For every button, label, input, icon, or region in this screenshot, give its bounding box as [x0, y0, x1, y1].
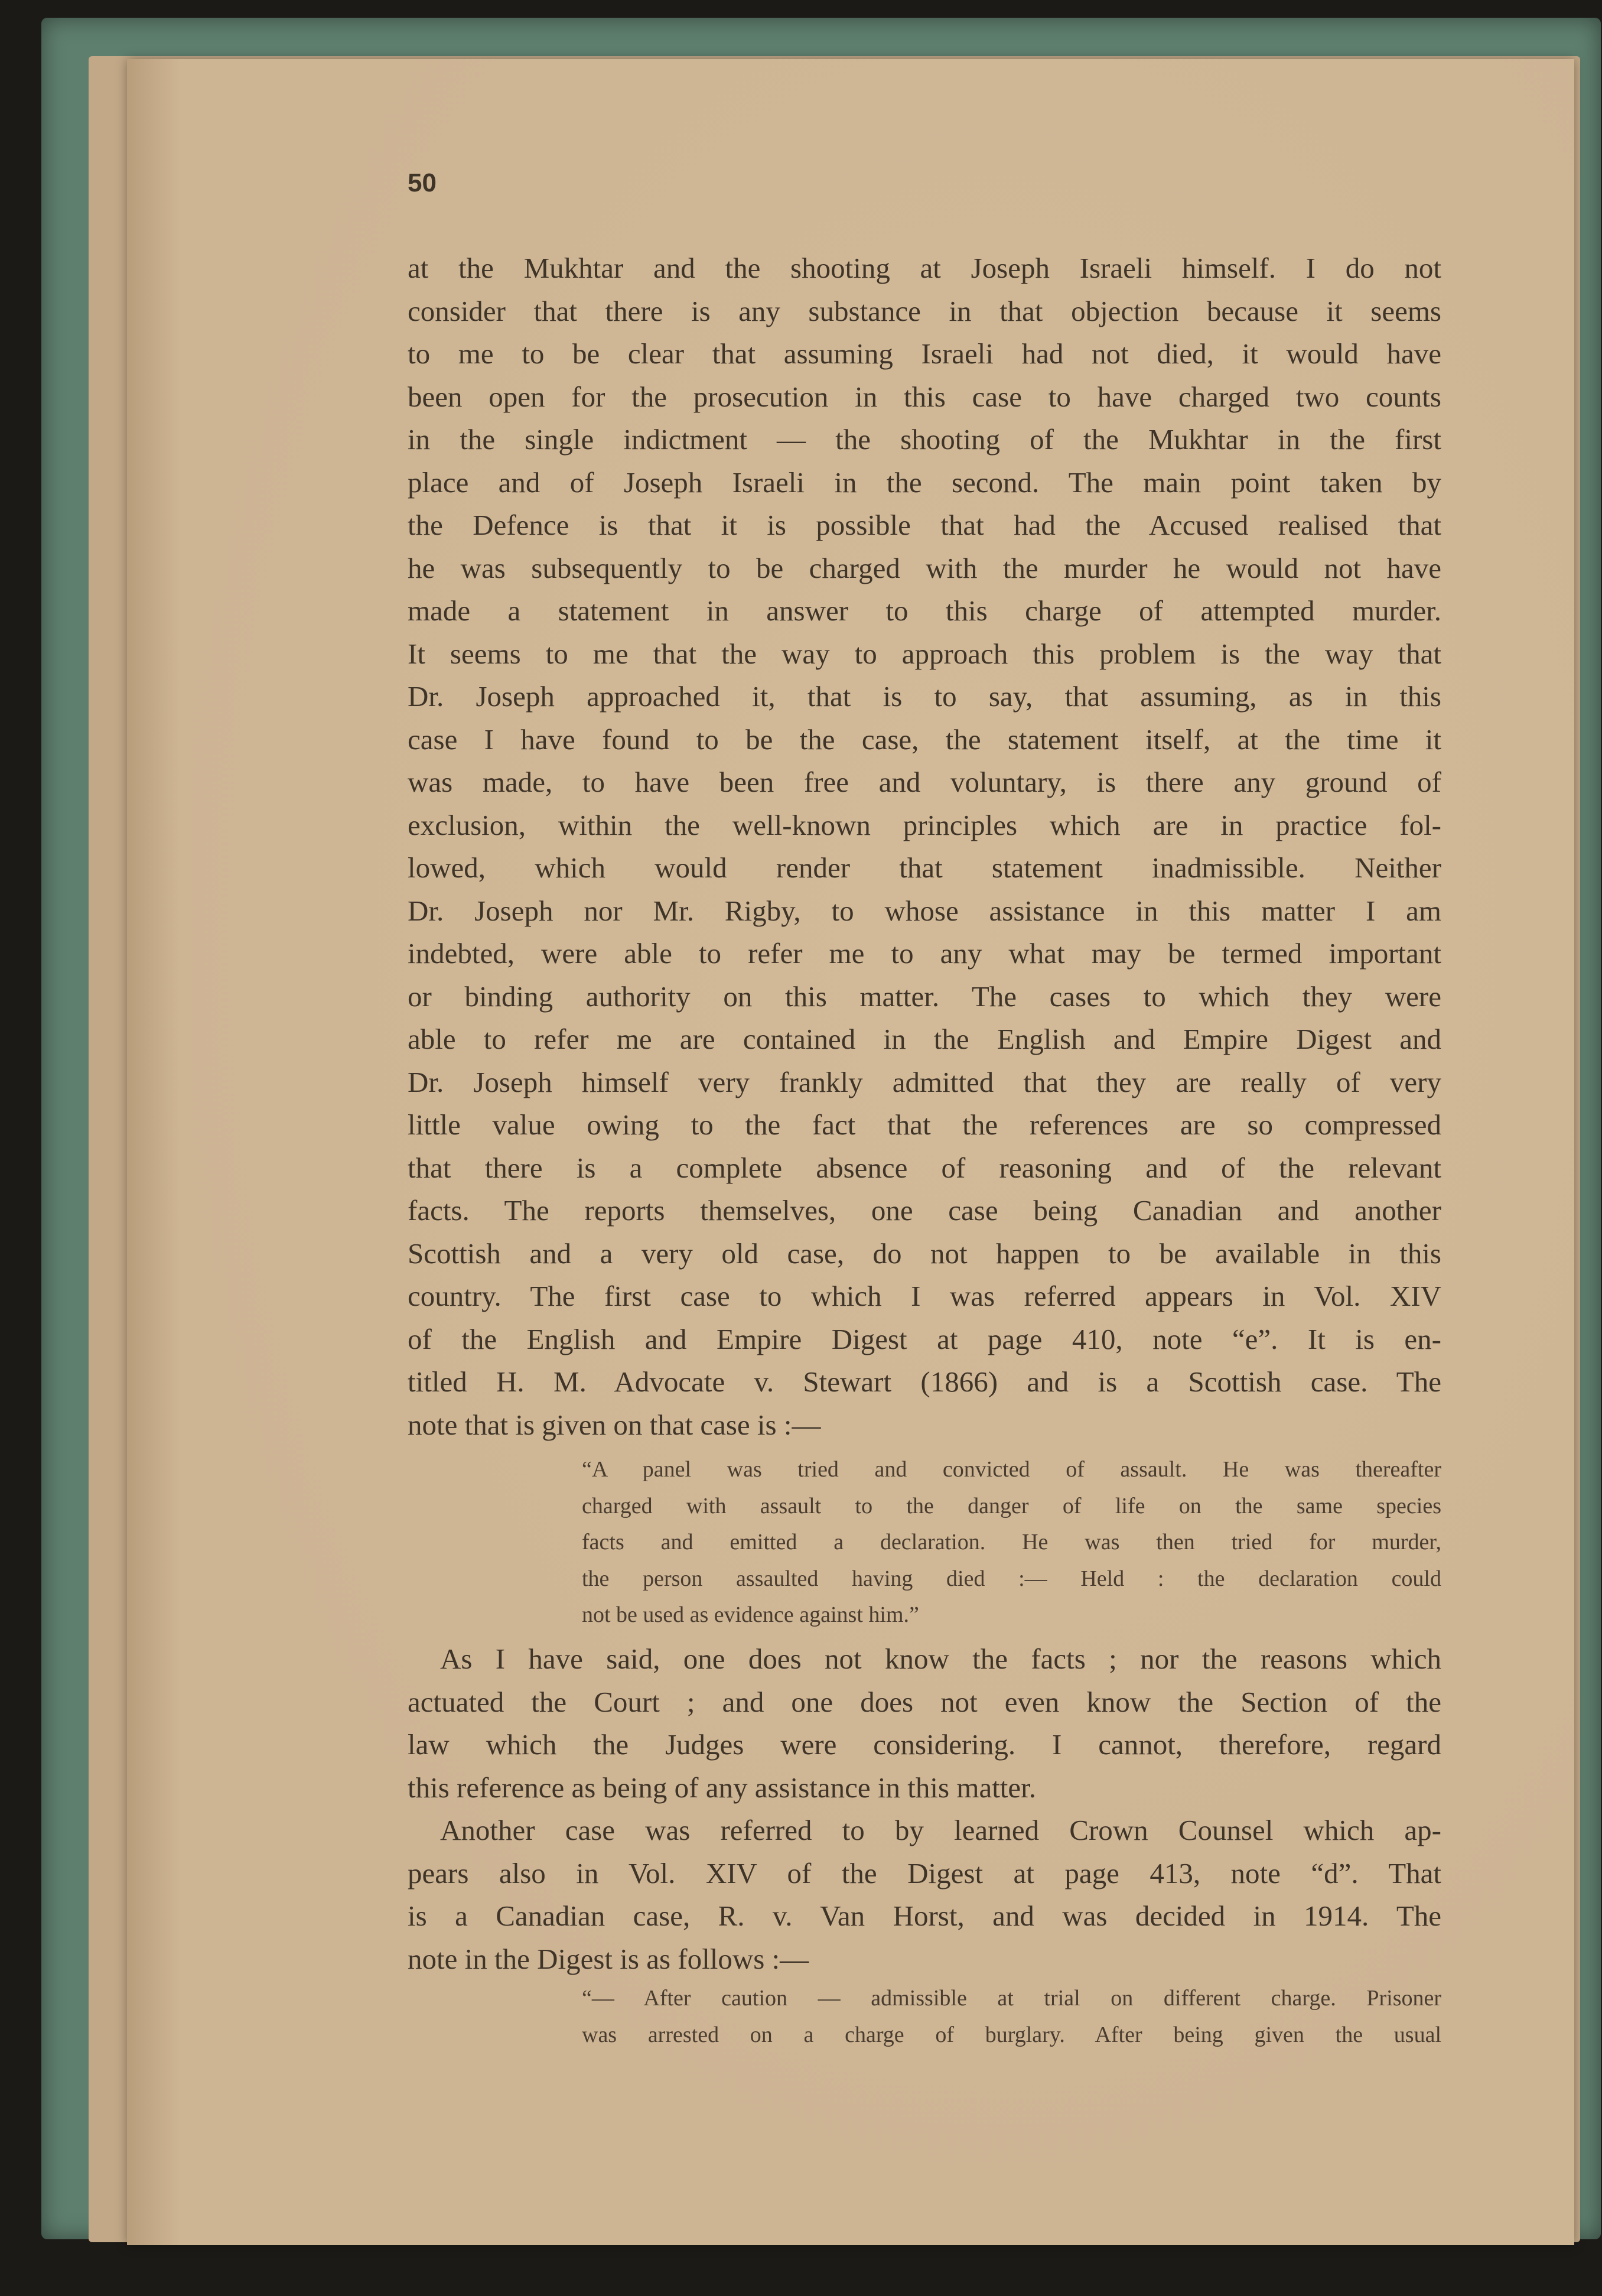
- text-line: place and of Joseph Israeli in the second. The main point taken by: [408, 466, 1441, 499]
- text-line: note that is given on that case is :—: [408, 1408, 821, 1441]
- text-line: titled H. M. Advocate v. Stewart (1866) and is a Scottish case. The: [408, 1365, 1441, 1398]
- text-line: is a Canadian case, R. v. Van Horst, and was decided in 1914. The: [408, 1900, 1441, 1932]
- quote-line: “— After caution — admissible at trial on different charge. Prisoner: [582, 1986, 1441, 2011]
- text-line: made a statement in answer to this charge of attempted murder.: [408, 594, 1441, 627]
- text-line: this reference as being of any assistance in this matter.: [408, 1771, 1037, 1804]
- text-line: case I have found to be the case, the statement itself, at the time it: [408, 723, 1441, 756]
- text-line: country. The first case to which I was referred appears in Vol. XIV: [408, 1280, 1441, 1312]
- quote-line: charged with assault to the danger of life on the same species: [582, 1493, 1441, 1518]
- text-line: was made, to have been free and voluntary, is there any ground of: [408, 766, 1441, 798]
- text-line: in the single indictment — the shooting of the Mukhtar in the first: [408, 423, 1441, 456]
- text-line: or binding authority on this matter. The cases to which they were: [408, 980, 1441, 1013]
- text-line: Dr. Joseph approached it, that is to say, that assuming, as in this: [408, 680, 1441, 713]
- text-line: at the Mukhtar and the shooting at Joseph Israeli himself. I do not: [408, 252, 1441, 284]
- text-line: of the English and Empire Digest at page 410, note “e”. It is en-: [408, 1322, 1441, 1355]
- text-line: the Defence is that it is possible that had the Accused realised that: [408, 509, 1441, 541]
- text-line: been open for the prosecution in this case to have charged two counts: [408, 380, 1441, 413]
- text-line: Another case was referred to by learned Crown Counsel which ap-: [440, 1814, 1441, 1846]
- quote-line: “A panel was tried and convicted of assault. He was thereafter: [582, 1457, 1441, 1482]
- body-paragraph-2: [408, 1638, 1441, 1980]
- body-paragraph-1: [408, 247, 1441, 1446]
- quote-line: not be used as evidence against him.”: [582, 1602, 919, 1627]
- text-line: that there is a complete absence of reasoning and of the relevant: [408, 1151, 1441, 1184]
- text-line: pears also in Vol. XIV of the Digest at page 413, note “d”. That: [408, 1856, 1441, 1890]
- text-line: Dr. Joseph himself very frankly admitted that they are really of very: [408, 1065, 1441, 1098]
- text-line: to me to be clear that assuming Israeli had not died, it would have: [408, 337, 1441, 370]
- text-line: indebted, were able to refer me to any what may be termed important: [408, 937, 1441, 970]
- text-line: It seems to me that the way to approach this problem is the way that: [408, 637, 1441, 670]
- text-line: Dr. Joseph nor Mr. Rigby, to whose assistance in this matter I am: [408, 894, 1441, 927]
- quote-line: facts and emitted a declaration. He was then tried for murder,: [582, 1530, 1441, 1554]
- text-line: able to refer me are contained in the English and Empire Digest and: [408, 1023, 1441, 1055]
- text-line: he was subsequently to be charged with the murder he would not have: [408, 551, 1441, 584]
- block-quote-2: [582, 1980, 1441, 2053]
- page-number: 50: [408, 168, 437, 197]
- quote-line: was arrested on a charge of burglary. After being given the usual: [582, 2022, 1441, 2047]
- text-line: little value owing to the fact that the references are so compressed: [408, 1108, 1441, 1141]
- text-line: consider that there is any substance in that objection because it seems: [408, 294, 1441, 327]
- quote-line: the person assaulted having died :— Held : the declaration could: [582, 1566, 1441, 1591]
- text-line: actuated the Court ; and one does not even know the Section of the: [408, 1685, 1441, 1718]
- text-line: As I have said, one does not know the facts ; nor the reasons which: [440, 1643, 1441, 1675]
- text-line: lowed, which would render that statement inadmissible. Neither: [408, 851, 1441, 884]
- text-line: note in the Digest is as follows :—: [408, 1942, 809, 1975]
- block-quote-1: [582, 1452, 1441, 1634]
- text-line: facts. The reports themselves, one case being Canadian and another: [408, 1194, 1441, 1227]
- text-line: law which the Judges were considering. I cannot, therefore, regard: [408, 1728, 1441, 1761]
- text-line: Scottish and a very old case, do not happen to be available in this: [408, 1237, 1441, 1270]
- text-line: exclusion, within the well-known principles which are in practice fol-: [408, 808, 1441, 841]
